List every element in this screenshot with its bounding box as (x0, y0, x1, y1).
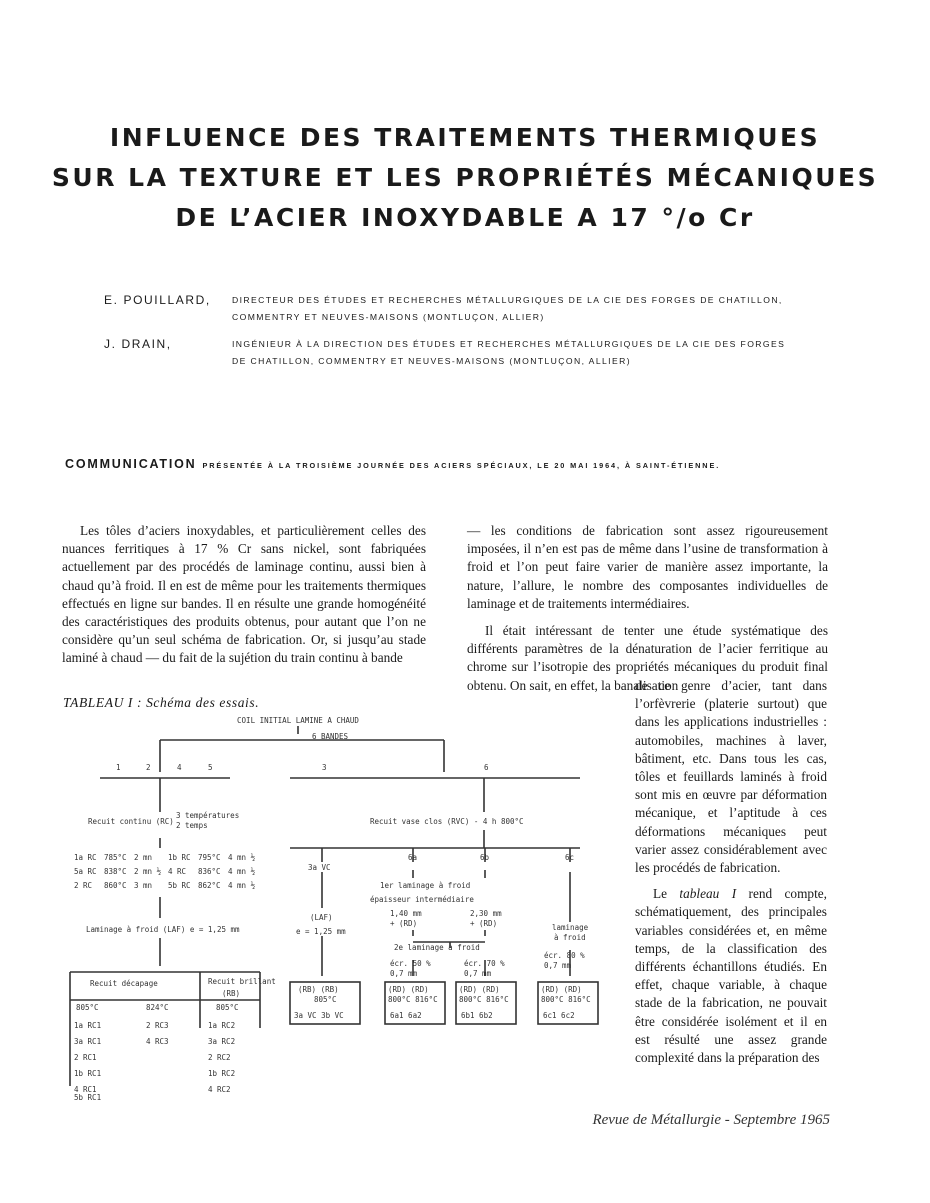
diagram-label: à froid (554, 933, 586, 942)
diagram-label: 805°C (76, 1003, 99, 1012)
diagram-label: COIL INITIAL LAMINE A CHAUD (237, 716, 359, 725)
dec-cell: 2 RC3 (146, 1021, 169, 1030)
diagram-label: 6a (408, 853, 418, 862)
rc-cell: 3 mn (134, 881, 153, 890)
author-list (104, 292, 792, 380)
diagram-label: 2e laminage à froid (394, 943, 480, 952)
paragraph: de ce genre d’acier, tant dans l’orfèvrerie (platerie surtout) que dans les applications industrielles : automobiles, machines à laver, bâtiment, etc. Dans tous les cas, tôles et feuillards laminés à froid sont mis en œuvre par déformation mécanique, et l’aptitude à ces déformations mécaniques peut varier assez considérablement avec les procédés de fabrication. (635, 678, 827, 876)
author-affiliation: DIRECTEUR DES ÉTUDES ET RECHERCHES MÉTALLURGIQUES DE LA CIE DES FORGES DE CHATILLON, COMMENTRY ET NEUVES-MAISONS (MONTLUÇON, ALLIER) (232, 295, 783, 322)
diagram-label: Recuit décapage (90, 979, 158, 988)
diagram-label: 5 (208, 763, 213, 772)
article-title (0, 118, 930, 238)
dec-cell: 4 RC3 (146, 1037, 169, 1046)
diagram-label: 800°C 816°C (459, 995, 509, 1004)
diagram-label: 6a1 6a2 (390, 1011, 422, 1020)
diagram-label: 6c1 6c2 (543, 1011, 575, 1020)
diagram-label: (RD) (RD) (541, 985, 582, 994)
diagram-label: e = 1,25 mm (296, 927, 346, 936)
process-diagram (60, 712, 620, 1102)
diagram-label: 3a VC 3b VC (294, 1011, 344, 1020)
diagram-label: Recuit vase clos (RVC) - 4 h 800°C (370, 817, 524, 826)
diagram-label: (RB) (RB) (298, 985, 339, 994)
communication-line (65, 455, 795, 473)
communication-text: PRÉSENTÉE À LA TROISIÈME JOURNÉE DES ACIERS SPÉCIAUX, LE 20 MAI 1964, À SAINT-ÉTIENNE. (202, 461, 721, 470)
bri-cell: 1a RC2 (208, 1021, 236, 1030)
rc-cell: 1b RC (168, 853, 191, 862)
table-caption: TABLEAU I : Schéma des essais. (63, 695, 260, 710)
diagram-label: 0,7 mm (544, 961, 572, 970)
communication-label: COMMUNICATION (65, 457, 197, 471)
diagram-label: 6c (565, 853, 575, 862)
rc-cell: 4 mn ½ (228, 853, 256, 862)
diagram-label: 805°C (216, 1003, 239, 1012)
diagram-label: 6 BANDES (311, 732, 349, 741)
diagram-label: 6 (484, 763, 489, 772)
diagram-label: 2 (146, 763, 151, 772)
rc-cell: 5b RC (168, 881, 191, 890)
paragraph: Les tôles d’aciers inoxydables, et particulièrement celles des nuances ferritiques à 17 % Cr sans nickel, sont fabriquées actuellement par des procédés de laminage continu, aussi bien à chaud qu’à froid. Il en est de même pour les traitements thermiques effectués en ligne sur bandes. Il en résulte une grande homogénéité des caractéristiques des produits obtenus, pour autant que l’on ne considère qu’un seul schéma de fabrication. Or, si jusqu’au stade laminé à chaud — du fait de la sujétion du train continu à bande (62, 523, 426, 666)
diagram-label: 0,7 mm (390, 969, 418, 978)
diagram-label: 3a VC (308, 863, 331, 872)
paragraph: — les conditions de fabrication sont assez rigoureusement imposées, il n’en est pas de même dans l’usine de transformation à froid et l’on peut faire varier de manière assez importante, la nature, l’allure, le nombre des composantes individuelles de laminage et de traitements intermédiaires. (467, 523, 828, 611)
table-reference: tableau I (679, 886, 737, 902)
diagram-label: Recuit brillant (208, 977, 276, 986)
diagram-label: 6b (480, 853, 490, 862)
title-line-3: DE L’ACIER INOXYDABLE A 17 °/o Cr (175, 203, 755, 232)
rc-cell: 4 mn ½ (228, 867, 256, 876)
rc-cell: 795°C (198, 853, 221, 862)
column-2 (467, 522, 828, 695)
diagram-label: 805°C (314, 995, 337, 1004)
dec-cell: 3a RC1 (74, 1037, 102, 1046)
author-name: J. DRAIN, (104, 337, 172, 351)
diagram-label: 800°C 816°C (388, 995, 438, 1004)
diagram-label: (RD) (RD) (459, 985, 500, 994)
title-line-1: INFLUENCE DES TRAITEMENTS THERMIQUES (109, 123, 821, 152)
author-entry (104, 336, 792, 370)
diagram-label: 4 (177, 763, 182, 772)
diagram-label: (RD) (RD) (388, 985, 429, 994)
rc-cell: 836°C (198, 867, 221, 876)
column-3 (635, 677, 827, 1067)
dec-cell: 2 RC1 (74, 1053, 97, 1062)
diagram-label: épaisseur intermédiaire (370, 895, 474, 904)
column-1 (62, 522, 426, 668)
dec-cell: 1a RC1 (74, 1021, 102, 1030)
diagram-label: Recuit continu (RC) (88, 817, 174, 826)
diagram-label: + (RD) (390, 919, 418, 928)
diagram-label: écr. 80 % (544, 951, 585, 960)
rc-cell: 785°C (104, 853, 127, 862)
diagram-label: 3 températures (176, 811, 240, 820)
diagram-label: 2 temps (176, 821, 208, 830)
diagram-label: 1,40 mm (390, 909, 422, 918)
dec-cell: 1b RC1 (74, 1069, 102, 1078)
dec-cell: 4 RC1 (74, 1085, 97, 1094)
bri-cell: 2 RC2 (208, 1053, 231, 1062)
diagram-label: 1er laminage à froid (380, 881, 471, 890)
author-name: E. POUILLARD, (104, 293, 211, 307)
diagram-label: laminage (552, 923, 589, 932)
diagram-label: 1 (116, 763, 121, 772)
diagram-label: 6b1 6b2 (461, 1011, 493, 1020)
rc-cell: 2 mn (134, 853, 153, 862)
rc-cell: 5a RC (74, 867, 97, 876)
bri-cell: 3a RC2 (208, 1037, 236, 1046)
bri-cell: 1b RC2 (208, 1069, 236, 1078)
author-affiliation: INGÉNIEUR À LA DIRECTION DES ÉTUDES ET RECHERCHES MÉTALLURGIQUES DE LA CIE DES FORGES DE CHATILLON, COMMENTRY ET NEUVES-MAISONS (MONTLUÇON, ALLIER) (232, 339, 786, 366)
diagram-label: écr. 70 % (464, 959, 505, 968)
bri-cell: 4 RC2 (208, 1085, 231, 1094)
rc-cell: 4 RC (168, 867, 187, 876)
paragraph-text: Le (653, 886, 680, 902)
paragraph (635, 885, 827, 1067)
title-line-2: SUR LA TEXTURE ET LES PROPRIÉTÉS MÉCANIQUES (51, 163, 879, 192)
diagram-label: 2,30 mm (470, 909, 502, 918)
diagram-label: Laminage à froid (LAF) e = 1,25 mm (86, 925, 240, 934)
paragraph: Il était intéressant de tenter une étude systématique des différents paramètres de la dénaturation de l’acier ferritique au chrome sur l’isotropie des propriétés mécaniques du produit final obtenu. On sait, en effet, la banalisation (467, 623, 828, 693)
diagram-label: (RB) (222, 989, 241, 998)
author-entry (104, 292, 792, 326)
dec-cell: 5b RC1 (74, 1093, 102, 1102)
diagram-label: 3 (322, 763, 327, 772)
rc-cell: 2 mn ½ (134, 867, 162, 876)
diagram-label: (LAF) (310, 913, 333, 922)
journal-footer: Revue de Métallurgie - Septembre 1965 (592, 1112, 830, 1128)
rc-cell: 4 mn ½ (228, 881, 256, 890)
rc-cell: 1a RC (74, 853, 97, 862)
rc-cell: 862°C (198, 881, 221, 890)
diagram-label: 800°C 816°C (541, 995, 591, 1004)
rc-cell: 2 RC (74, 881, 93, 890)
diagram-label: écr. 50 % (390, 959, 431, 968)
diagram-label: 824°C (146, 1003, 169, 1012)
rc-cell: 838°C (104, 867, 127, 876)
paragraph-text: rend compte, schématiquement, des principales variables considérées et, en même temps, de la classification des différents échantillons étudiés. En effet, chaque variable, à chaque stade de la fabrication, ne pouvait être considérée isolément et il en est résulté une assez grande complexité dans la préparation des (635, 886, 827, 1066)
rc-cell: 860°C (104, 881, 127, 890)
diagram-label: + (RD) (470, 919, 498, 928)
diagram-label: 0,7 mm (464, 969, 492, 978)
